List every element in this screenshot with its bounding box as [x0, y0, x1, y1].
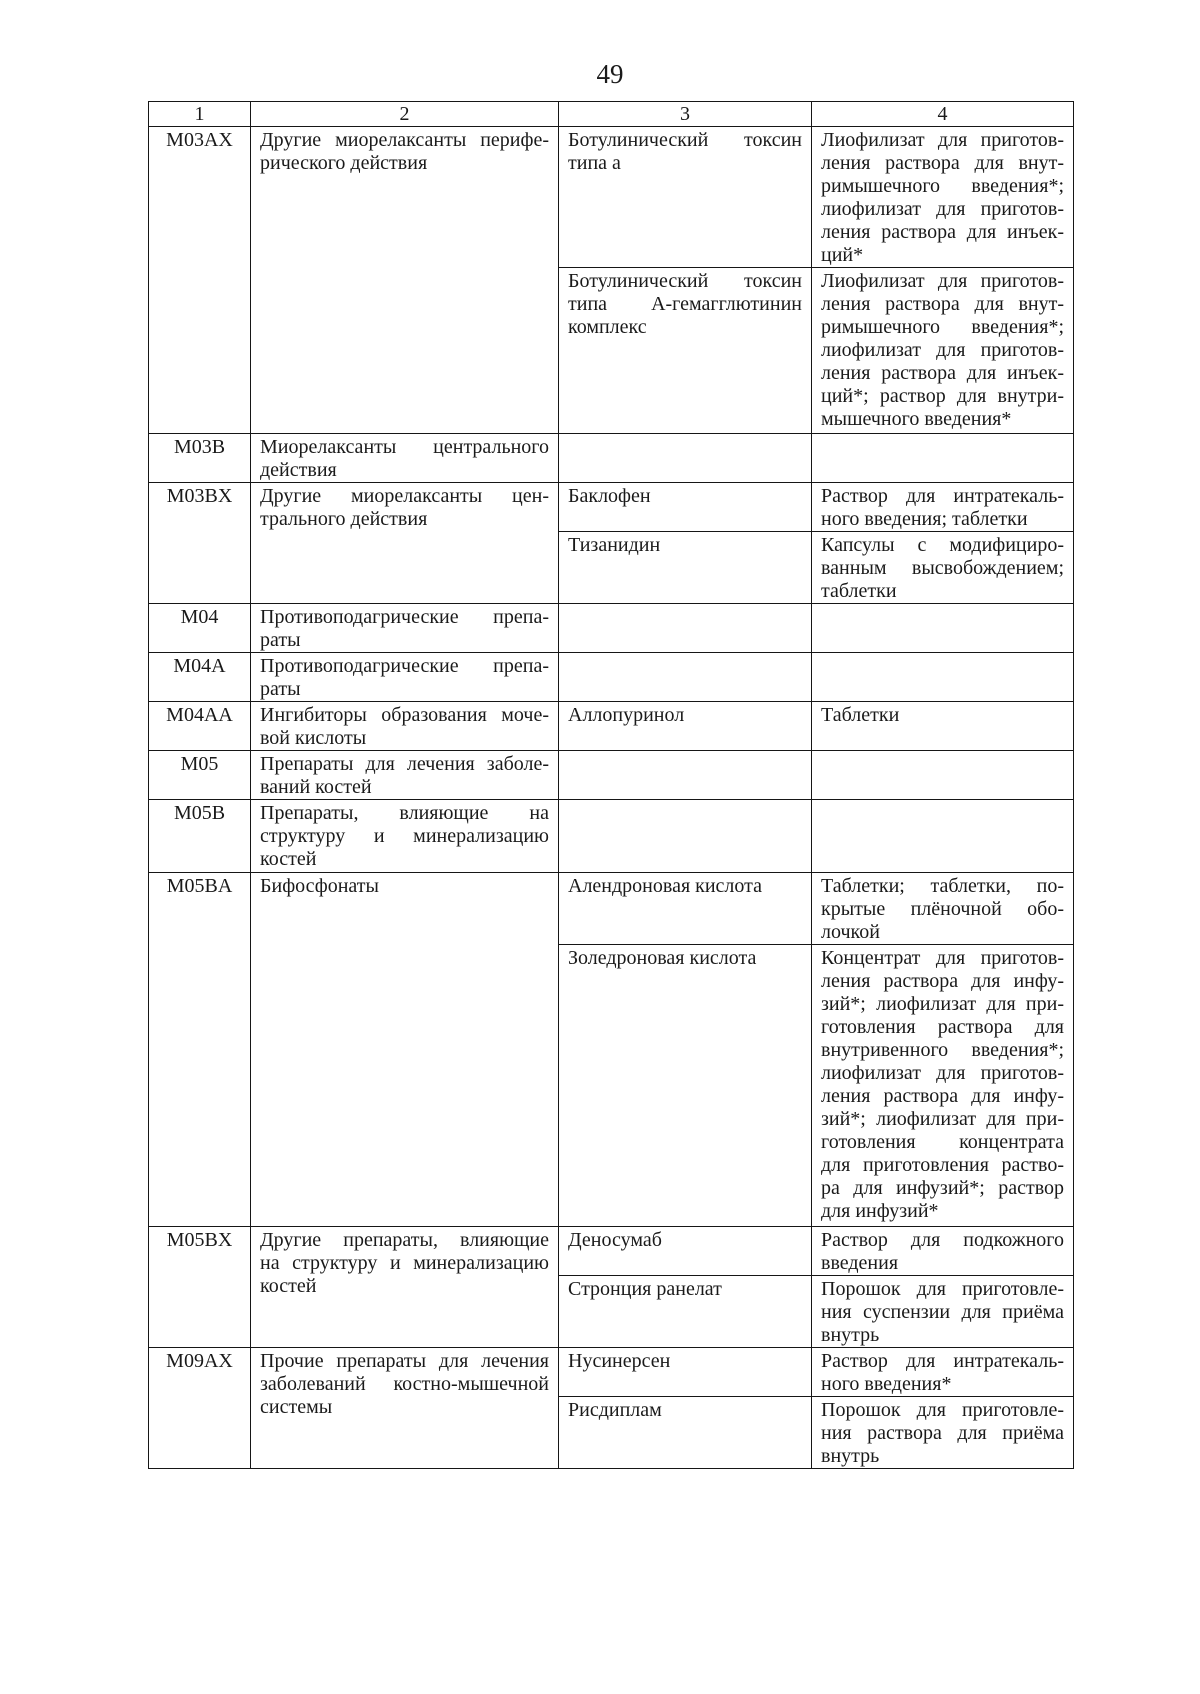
atc-code-cell: [149, 1227, 251, 1348]
drug-name-line: Стронция ранелат: [568, 1278, 722, 1300]
dosage-form-line: римышечного введения*;: [821, 175, 1064, 197]
dosage-form-cell: [812, 800, 1074, 873]
drug-name-line: Тизанидин: [568, 534, 661, 556]
group-name-line: структуру и минерализацию: [260, 825, 549, 847]
group-name-line: костей: [260, 848, 317, 870]
dosage-form-line: ления раствора для внут-: [821, 293, 1064, 315]
group-name-line: Препараты, влияющие на: [260, 802, 549, 824]
drug-name-cell: [559, 268, 812, 434]
table-row: [149, 873, 1074, 945]
group-name-cell: [251, 873, 559, 1227]
dosage-form-line: внутрь: [821, 1324, 880, 1346]
atc-code-cell: [149, 702, 251, 751]
dosage-form-line: готовления раствора для: [821, 1016, 1064, 1038]
dosage-form-line: зий*; лиофилизат для при-: [821, 993, 1064, 1015]
group-name-line: Ингибиторы образования моче-: [260, 704, 549, 726]
table-row: [149, 1348, 1074, 1397]
group-name-cell: [251, 702, 559, 751]
table-row: [149, 702, 1074, 751]
atc-code: M05BA: [166, 875, 233, 897]
group-name-cell: [251, 800, 559, 873]
dosage-form-line: ций*; раствор для внутри-: [821, 385, 1064, 407]
dosage-form-cell: [812, 873, 1074, 945]
drug-name-line: Деносумаб: [568, 1229, 662, 1251]
group-name-line: заболеваний костно-мышечной: [260, 1373, 549, 1395]
atc-code: M03AX: [166, 129, 233, 151]
dosage-form-line: лиофилизат для приготов-: [821, 1062, 1064, 1084]
dosage-form-line: для инфузий*: [821, 1200, 939, 1222]
dosage-form-cell: [812, 268, 1074, 434]
drug-name-cell: [559, 1276, 812, 1348]
group-name-cell: [251, 1348, 559, 1469]
dosage-form-cell: [812, 653, 1074, 702]
dosage-form-line: лочкой: [821, 921, 880, 943]
group-name-line: рического действия: [260, 152, 428, 174]
dosage-form-line: Порошок для приготовле-: [821, 1399, 1064, 1421]
atc-code: M09AX: [166, 1350, 233, 1372]
group-name-line: действия: [260, 459, 337, 481]
dosage-form-line: зий*; лиофилизат для при-: [821, 1108, 1064, 1130]
atc-code-cell: [149, 873, 251, 1227]
dosage-form-cell: [812, 751, 1074, 800]
group-name-line: Другие препараты, влияющие: [260, 1229, 549, 1251]
dosage-form-line: ления раствора для инфу-: [821, 970, 1064, 992]
table-row: [149, 483, 1074, 532]
drug-name-line: типа А-гемагглютинин: [568, 293, 802, 315]
dosage-form-line: Концентрат для приготов-: [821, 947, 1064, 969]
dosage-form-line: ра для инфузий*; раствор: [821, 1177, 1064, 1199]
dosage-form-line: Таблетки; таблетки, по-: [821, 875, 1064, 897]
drug-name-line: Рисдиплам: [568, 1399, 662, 1421]
dosage-form-cell: [812, 1227, 1074, 1276]
drug-name-cell: [559, 945, 812, 1227]
drug-name-line: Алендроновая кислота: [568, 875, 763, 897]
table-row: [149, 800, 1074, 873]
column-header-3: 3: [559, 102, 812, 127]
atc-code-cell: [149, 127, 251, 434]
dosage-form-line: ления раствора для инфу-: [821, 1085, 1064, 1107]
dosage-form-line: лиофилизат для приготов-: [821, 339, 1064, 361]
atc-code: M04A: [173, 655, 226, 677]
drug-name-cell: [559, 702, 812, 751]
group-name-line: раты: [260, 629, 301, 651]
dosage-form-line: Таблетки: [821, 704, 900, 726]
dosage-form-line: ного введения; таблетки: [821, 508, 1028, 530]
dosage-form-line: Раствор для подкожного: [821, 1229, 1064, 1251]
drug-name-cell: [559, 127, 812, 268]
atc-code: M04AA: [166, 704, 233, 726]
group-name-line: Противоподагрические препа-: [260, 655, 549, 677]
table-row: [149, 604, 1074, 653]
atc-code-cell: [149, 483, 251, 604]
group-name-line: вой кислоты: [260, 727, 367, 749]
dosage-form-line: лиофилизат для приготов-: [821, 198, 1064, 220]
table-row: [149, 434, 1074, 483]
table-row: [149, 751, 1074, 800]
dosage-form-line: ления раствора для инъек-: [821, 221, 1064, 243]
dosage-form-line: мышечного введения*: [821, 408, 1012, 430]
dosage-form-line: ния раствора для приёма: [821, 1422, 1064, 1444]
drug-name-cell: [559, 1397, 812, 1469]
drug-name-line: комплекс: [568, 316, 647, 338]
atc-code-cell: [149, 751, 251, 800]
dosage-form-line: ванным высвобождением;: [821, 557, 1064, 579]
drug-name-line: Баклофен: [568, 485, 651, 507]
dosage-form-line: крытые плёночной обо-: [821, 898, 1064, 920]
dosage-form-line: ного введения*: [821, 1373, 952, 1395]
group-name-line: Прочие препараты для лечения: [260, 1350, 549, 1372]
atc-code: M03BX: [166, 485, 233, 507]
table-row: [149, 653, 1074, 702]
drug-name-line: Ботулинический токсин: [568, 129, 802, 151]
page-number: 49: [596, 59, 624, 89]
dosage-form-line: Порошок для приготовле-: [821, 1278, 1064, 1300]
drug-name-cell: [559, 751, 812, 800]
atc-code-cell: [149, 434, 251, 483]
group-name-line: Бифосфонаты: [260, 875, 379, 897]
table-row: [149, 127, 1074, 268]
group-name-line: ваний костей: [260, 776, 372, 798]
column-header-4: 4: [812, 102, 1074, 127]
dosage-form-line: для приготовления раство-: [821, 1154, 1064, 1176]
dosage-form-line: внутрь: [821, 1445, 880, 1467]
atc-code-cell: [149, 800, 251, 873]
group-name-line: Противоподагрические препа-: [260, 606, 549, 628]
group-name-cell: [251, 1227, 559, 1348]
column-header-2: 2: [251, 102, 559, 127]
drug-name-cell: [559, 434, 812, 483]
atc-code: M05B: [173, 802, 226, 824]
atc-code: M03B: [173, 436, 226, 458]
atc-code: M05BX: [166, 1229, 233, 1251]
group-name-line: Препараты для лечения заболе-: [260, 753, 549, 775]
atc-code-cell: [149, 1348, 251, 1469]
dosage-form-line: Лиофилизат для приготов-: [821, 129, 1064, 151]
group-name-line: раты: [260, 678, 301, 700]
dosage-form-cell: [812, 532, 1074, 604]
dosage-form-line: таблетки: [821, 580, 897, 602]
group-name-line: Другие миорелаксанты цен-: [260, 485, 549, 507]
dosage-form-line: Капсулы с модифициро-: [821, 534, 1064, 556]
dosage-form-line: ления раствора для инъек-: [821, 362, 1064, 384]
drug-list-table: [148, 101, 1074, 1469]
drug-name-cell: [559, 532, 812, 604]
atc-code: M05: [180, 753, 219, 775]
dosage-form-cell: [812, 945, 1074, 1227]
group-name-line: Миорелаксанты центрального: [260, 436, 549, 458]
group-name-cell: [251, 604, 559, 653]
group-name-cell: [251, 483, 559, 604]
dosage-form-line: введения: [821, 1252, 899, 1274]
dosage-form-cell: [812, 127, 1074, 268]
dosage-form-line: Раствор для интратекаль-: [821, 485, 1064, 507]
dosage-form-line: ления раствора для внут-: [821, 152, 1064, 174]
group-name-line: костей: [260, 1275, 317, 1297]
dosage-form-line: Лиофилизат для приготов-: [821, 270, 1064, 292]
group-name-cell: [251, 653, 559, 702]
drug-name-cell: [559, 483, 812, 532]
group-name-cell: [251, 751, 559, 800]
atc-code-cell: [149, 653, 251, 702]
drug-name-line: Ботулинический токсин: [568, 270, 802, 292]
drug-name-cell: [559, 1227, 812, 1276]
table-header-row: [149, 102, 1074, 127]
group-name-line: Другие миорелаксанты перифе-: [260, 129, 549, 151]
drug-name-cell: [559, 873, 812, 945]
dosage-form-line: римышечного введения*;: [821, 316, 1064, 338]
drug-name-line: Аллопуринол: [568, 704, 685, 726]
dosage-form-cell: [812, 604, 1074, 653]
atc-code: M04: [180, 606, 219, 628]
dosage-form-cell: [812, 434, 1074, 483]
group-name-line: системы: [260, 1396, 333, 1418]
drug-name-line: Нусинерсен: [568, 1350, 671, 1372]
atc-code-cell: [149, 604, 251, 653]
dosage-form-line: ций*: [821, 244, 864, 266]
drug-name-cell: [559, 604, 812, 653]
drug-name-line: типа а: [568, 152, 621, 174]
drug-name-cell: [559, 1348, 812, 1397]
column-header-1: 1: [149, 102, 251, 127]
dosage-form-line: внутривенного введения*;: [821, 1039, 1064, 1061]
drug-name-line: Золедроновая кислота: [568, 947, 757, 969]
group-name-cell: [251, 127, 559, 434]
dosage-form-cell: [812, 483, 1074, 532]
group-name-cell: [251, 434, 559, 483]
dosage-form-cell: [812, 1397, 1074, 1469]
dosage-form-line: ния суспензии для приёма: [821, 1301, 1064, 1323]
drug-name-cell: [559, 653, 812, 702]
dosage-form-line: Раствор для интратекаль-: [821, 1350, 1064, 1372]
dosage-form-line: готовления концентрата: [821, 1131, 1064, 1153]
group-name-line: на структуру и минерализацию: [260, 1252, 549, 1274]
drug-name-cell: [559, 800, 812, 873]
dosage-form-cell: [812, 1348, 1074, 1397]
dosage-form-cell: [812, 702, 1074, 751]
table-row: [149, 1227, 1074, 1276]
dosage-form-cell: [812, 1276, 1074, 1348]
group-name-line: трального действия: [260, 508, 428, 530]
